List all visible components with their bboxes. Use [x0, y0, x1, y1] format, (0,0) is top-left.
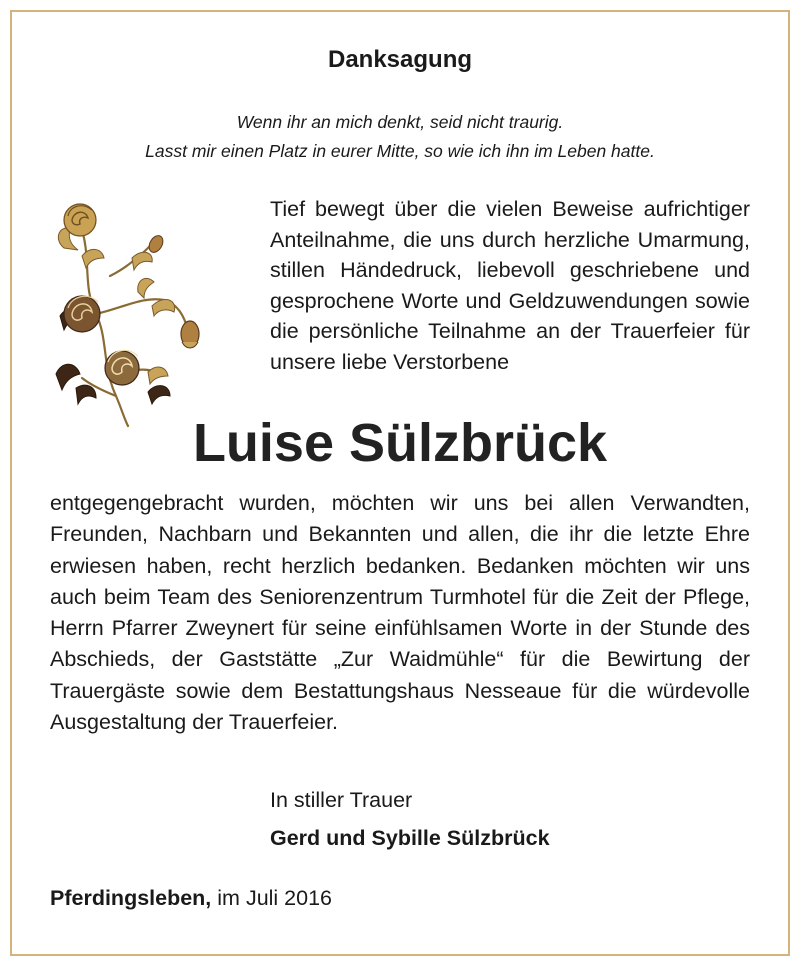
place-date-line: [50, 886, 332, 911]
roses-icon: [52, 196, 212, 428]
place-name: Pferdingsleben,: [50, 886, 212, 910]
signers: Gerd und Sybille Sülzbrück: [270, 826, 550, 850]
verse-block: [0, 108, 800, 166]
notice-title: Danksagung: [327, 46, 473, 73]
mourning-line: In stiller Trauer: [270, 788, 413, 812]
verse-line: Wenn ihr an mich denkt, seid nicht traurig.: [236, 112, 564, 132]
verse-line: Lasst mir einen Platz in eurer Mitte, so wie ich ihn im Leben hatte.: [145, 141, 655, 161]
thanks-paragraph: entgegengebracht wurden, möchten wir uns bei allen Verwandten, Freunden, Nachbarn und Bekannten und allen, die ihr die letzte Ehre erwiesen haben, recht herzlich bedanken. Bedanken möchten wir uns auch beim Team des Seniorenzentrum Turmhotel für die Zeit der Pflege, Herrn Pfarrer Zweynert für seine einfühlsamen Worte in der Stunde des Abschieds, der Gaststätte „Zur Waidmühle“ für die Bewirtung der Trauergäste sowie dem Bestattungshaus Nesseaue für die würdevolle Ausgestaltung der Trauerfeier.: [50, 491, 750, 735]
intro-paragraph: Tief bewegt über die vielen Beweise aufrichtiger Anteilnahme, die uns durch herzliche Umarmung, stillen Händedruck, liebevoll geschriebene und gesprochene Worte und Geldzuwendungen sowie die persönliche Teilnahme an der Trauerfeier für unsere liebe Verstorbene: [270, 197, 750, 374]
date-text: im Juli 2016: [217, 886, 333, 910]
deceased-name: Luise Sülzbrück: [192, 413, 608, 473]
